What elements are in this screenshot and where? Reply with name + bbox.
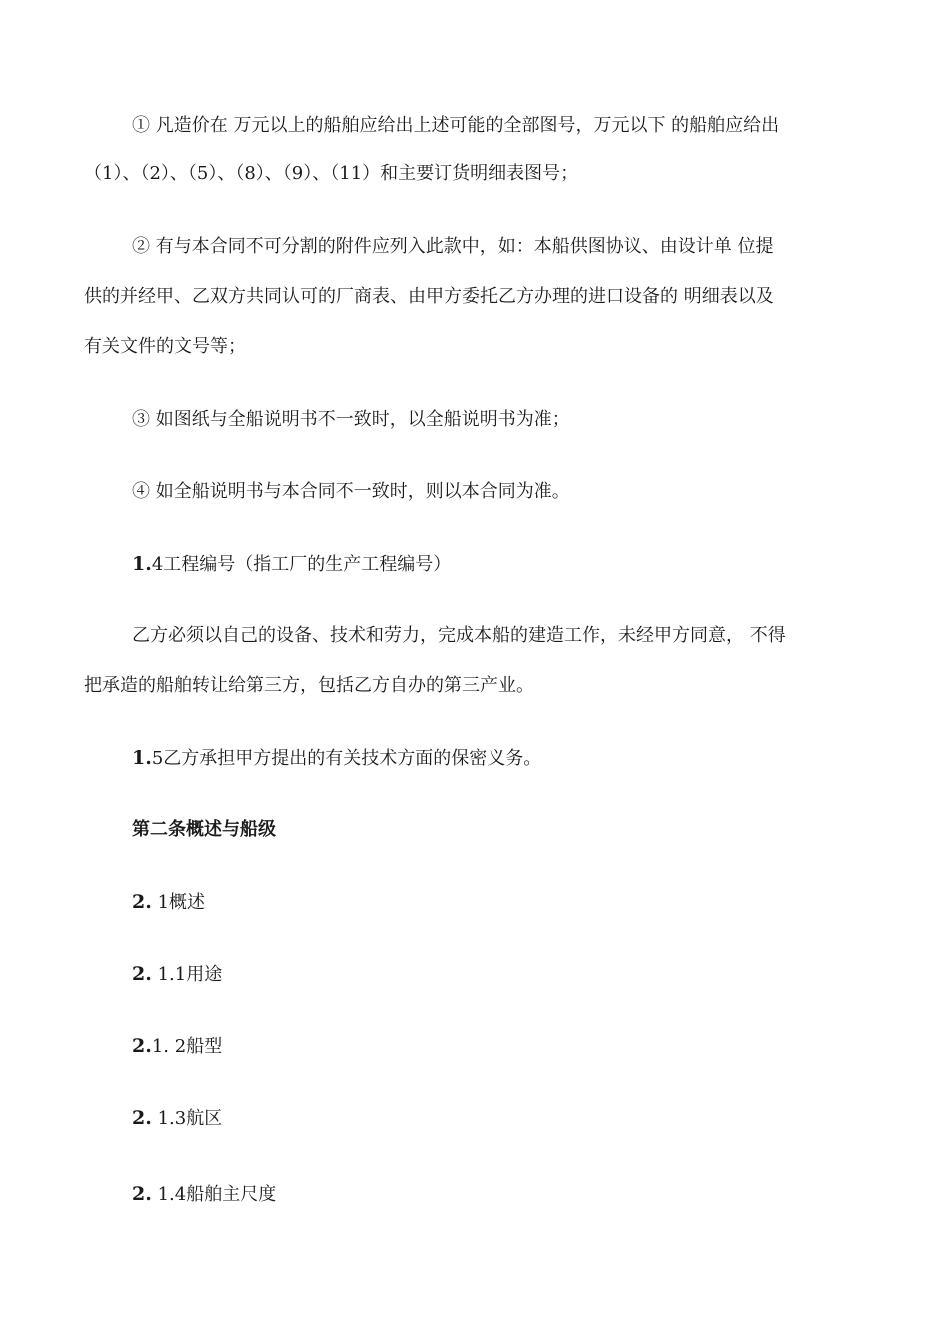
paragraph-4: ④ 如全船说明书与本合同不一致时，则以本合同为准。 <box>132 481 570 502</box>
section-text: 1.3航区 <box>151 1108 223 1129</box>
article-2-title: 第二条概述与船级 <box>132 819 276 840</box>
section-text: 5乙方承担甲方提出的有关技术方面的保密义务。 <box>151 748 542 769</box>
section-2-1-3-heading <box>132 1100 222 1137</box>
section-2-1-heading <box>132 884 205 921</box>
section-text: 4工程编号（指工厂的生产工程编号） <box>151 554 452 575</box>
paragraph-2-line-3: 有关文件的文号等； <box>84 336 246 357</box>
section-number: 1. <box>132 553 152 575</box>
section-1-4-heading <box>132 546 451 583</box>
section-2-1-4-heading <box>132 1176 276 1213</box>
paragraph-1-line-2: （1）、（2）、（5）、（8）、（9）、（11）和主要订货明细表图号； <box>84 163 579 184</box>
section-text: 1.1用途 <box>151 964 223 985</box>
section-number: 1. <box>132 747 152 769</box>
section-number: 2. <box>132 1107 152 1129</box>
paragraph-3: ③ 如图纸与全船说明书不一致时，以全船说明书为准； <box>132 409 570 430</box>
section-number: 2. <box>132 1183 152 1205</box>
paragraph-5-line-1: 乙方必须以自己的设备、技术和劳力，完成本船的建造工作，未经甲方同意， 不得 <box>132 625 786 646</box>
section-2-1-1-heading <box>132 956 222 993</box>
paragraph-1-line-1: ① 凡造价在 万元以上的船舶应给出上述可能的全部图号，万元以下 的船舶应给出 <box>132 115 780 136</box>
section-2-1-2-heading <box>132 1028 222 1065</box>
section-text: 1. 2船型 <box>151 1036 223 1057</box>
section-text: 1概述 <box>151 892 206 913</box>
section-number: 2. <box>132 1035 152 1057</box>
paragraph-2-line-2: 供的并经甲、乙双方共同认可的厂商表、由甲方委托乙方办理的进口设备的 明细表以及 <box>84 286 774 307</box>
section-text: 1.4船舶主尺度 <box>151 1184 277 1205</box>
paragraph-2-line-1: ② 有与本合同不可分割的附件应列入此款中，如：本船供图协议、由设计单 位提 <box>132 236 774 257</box>
paragraph-5-line-2: 把承造的船舶转让给第三方，包括乙方自办的第三产业。 <box>84 675 534 696</box>
section-number: 2. <box>132 891 152 913</box>
section-1-5-heading <box>132 740 541 777</box>
section-number: 2. <box>132 963 152 985</box>
